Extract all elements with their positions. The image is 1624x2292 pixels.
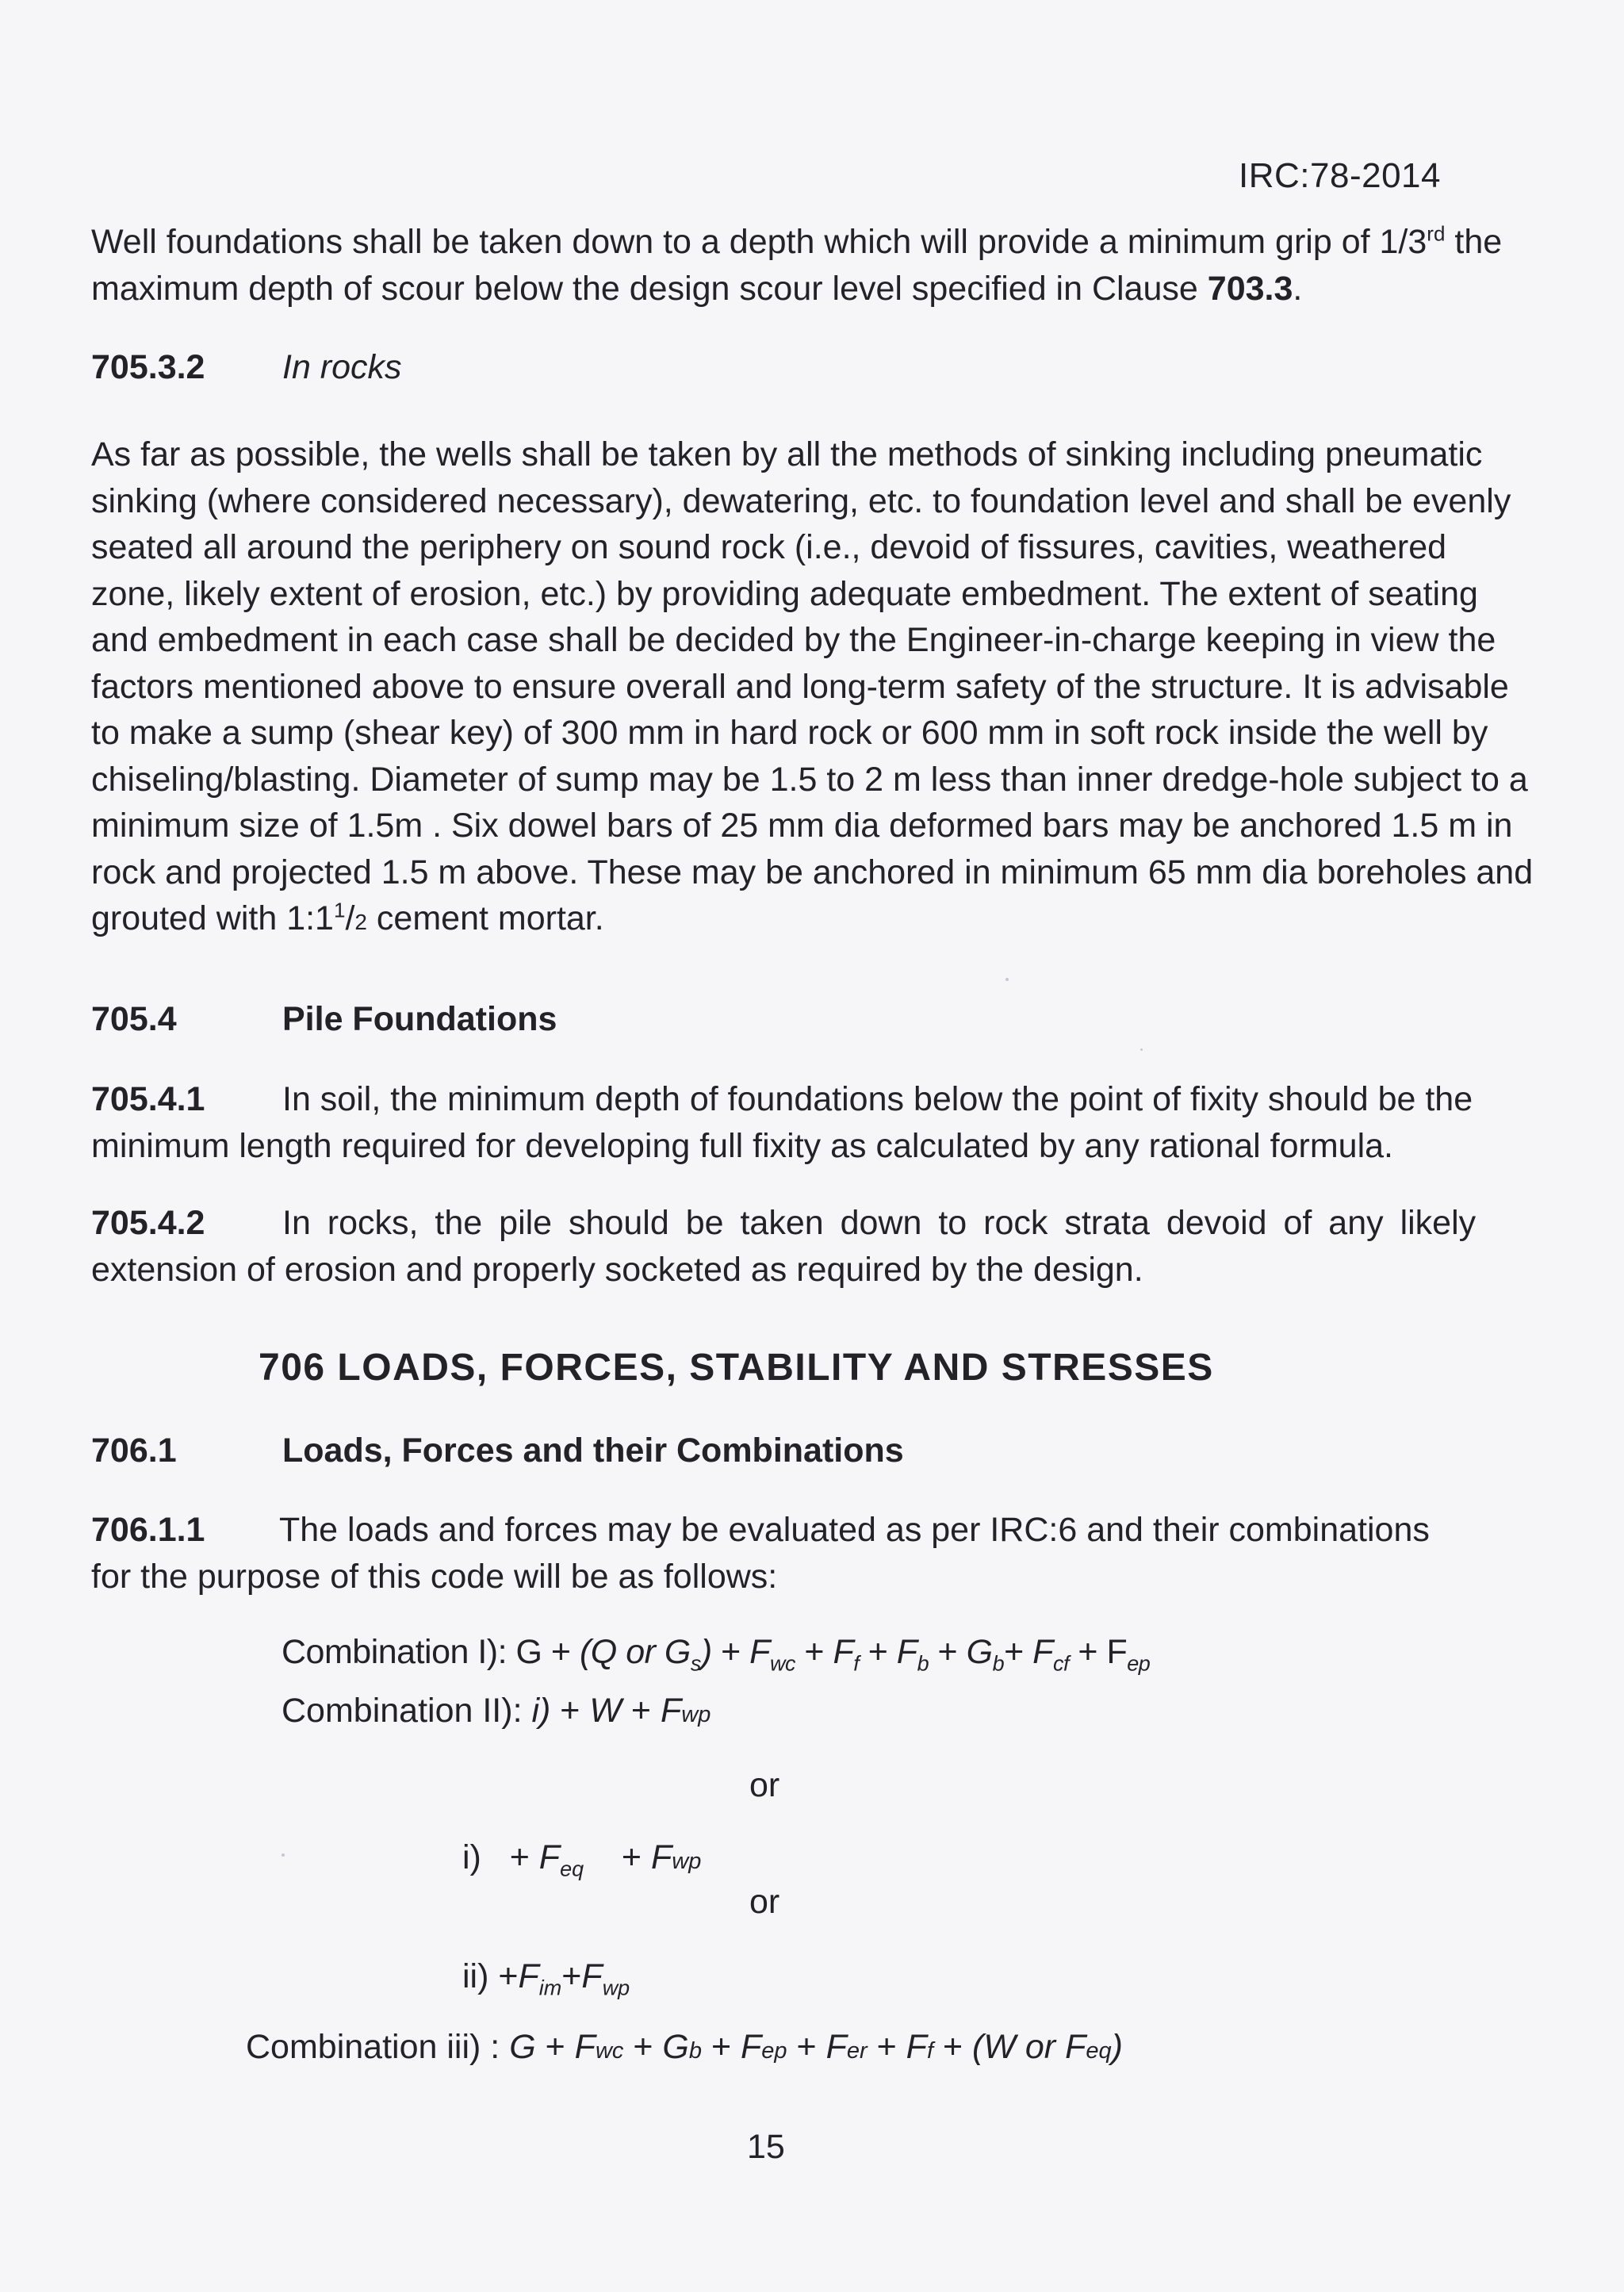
intro-line-2: maximum depth of scour below the design scour level specified in Clause 703.3. [91, 269, 1303, 308]
section-705-3-2-number: 705.3.2 [91, 348, 205, 386]
combination-3-formula: Combination iii) : G + Fwc + Gb + Fep + Fer + Ff + (W or Feq) [246, 2028, 1123, 2066]
section-706-1-1-line-1: 706.1.1 The loads and forces may be evaluated as per IRC:6 and their combinations [91, 1511, 1430, 1549]
section-705-4-title: Pile Foundations [282, 1000, 557, 1038]
paragraph-line: chiseling/blasting. Diameter of sump may be 1.5 to 2 m less than inner dredge-hole subject to a [91, 760, 1528, 799]
scan-speck [282, 1853, 285, 1857]
combination-2-option-i: $i) + F_{eq}$ + Fwp [462, 1838, 702, 1881]
scan-speck [1140, 1048, 1143, 1051]
combination-2-option-ii: $ii) +F_{im}+F_{wp}$ [462, 1957, 630, 2000]
intro-line-1: Well foundations shall be taken down to a depth which will provide a minimum grip of 1/3rd the [91, 221, 1503, 261]
section-706-1-1-line-2: for the purpose of this code will be as follows: [91, 1557, 778, 1596]
intro-paragraph [91, 219, 1503, 312]
section-705-4-2 [91, 1200, 1477, 1293]
section-705-3-2-title: In rocks [282, 348, 402, 386]
paragraph-last-line: grouted with $1:1^1/2$ cement mortar. [91, 898, 604, 937]
section-706-1-title: Loads, Forces and their Combinations [282, 1432, 904, 1470]
or-separator-2: or [749, 1883, 780, 1921]
paragraph-line: rock and projected 1.5 m above. These may be anchored in minimum 65 mm dia boreholes and [91, 853, 1534, 891]
page-number: 15 [747, 2128, 785, 2166]
or-separator-1: or [749, 1766, 780, 1804]
paragraph-line: zone, likely extent of erosion, etc.) by providing adequate embedment. The extent of seating [91, 574, 1478, 613]
section-705-4-2-line-2: extension of erosion and properly socketed as required by the design. [91, 1250, 1143, 1289]
paragraph-line: seated all around the periphery on sound rock (i.e., devoid of fissures, cavities, weathered [91, 528, 1447, 566]
paragraph-line: sinking (where considered necessary), dewatering, etc. to foundation level and shall be evenly [91, 481, 1511, 520]
paragraph-line: and embedment in each case shall be decided by the Engineer-in-charge keeping in view the [91, 621, 1496, 659]
section-705-4-2-line-1: 705.4.2 In rocks, the pile should be taken down to rock strata devoid of any likely [91, 1204, 1477, 1242]
section-705-4-1 [91, 1076, 1473, 1169]
paragraph-line: minimum size of 1.5m . Six dowel bars of 25 mm dia deformed bars may be anchored 1.5 m in [91, 807, 1513, 845]
document-code-header: IRC:78-2014 [1239, 156, 1441, 195]
paragraph-line: to make a sump (shear key) of 300 mm in hard rock or 600 mm in soft rock inside the well by [91, 714, 1488, 752]
section-706-heading: 706 LOADS, FORCES, STABILITY AND STRESSES [259, 1347, 1214, 1389]
paragraph-line: factors mentioned above to ensure overall and long-term safety of the structure. It is advisable [91, 667, 1509, 706]
section-706-1-1 [91, 1507, 1443, 1600]
combination-2-formula: Combination II): i) + W + Fwp [282, 1692, 711, 1730]
section-705-4-number: 705.4 [91, 1000, 177, 1038]
section-705-4-1-line-1: 705.4.1 In soil, the minimum depth of foundations below the point of fixity should be the [91, 1080, 1473, 1118]
combination-1-formula: Combination I): G + (Q or $G_s) + F_{wc} + F_f + F_b + G_b+ F_{cf} + F_{ep}$ [282, 1633, 1151, 1676]
section-705-3-2-paragraph [91, 431, 1534, 942]
scan-speck [1005, 978, 1009, 981]
section-705-4-1-line-2: minimum length required for developing full fixity as calculated by any rational formula. [91, 1126, 1393, 1165]
section-706-1-number: 706.1 [91, 1432, 177, 1470]
paragraph-line: As far as possible, the wells shall be taken by all the methods of sinking including pneumatic [91, 435, 1483, 473]
